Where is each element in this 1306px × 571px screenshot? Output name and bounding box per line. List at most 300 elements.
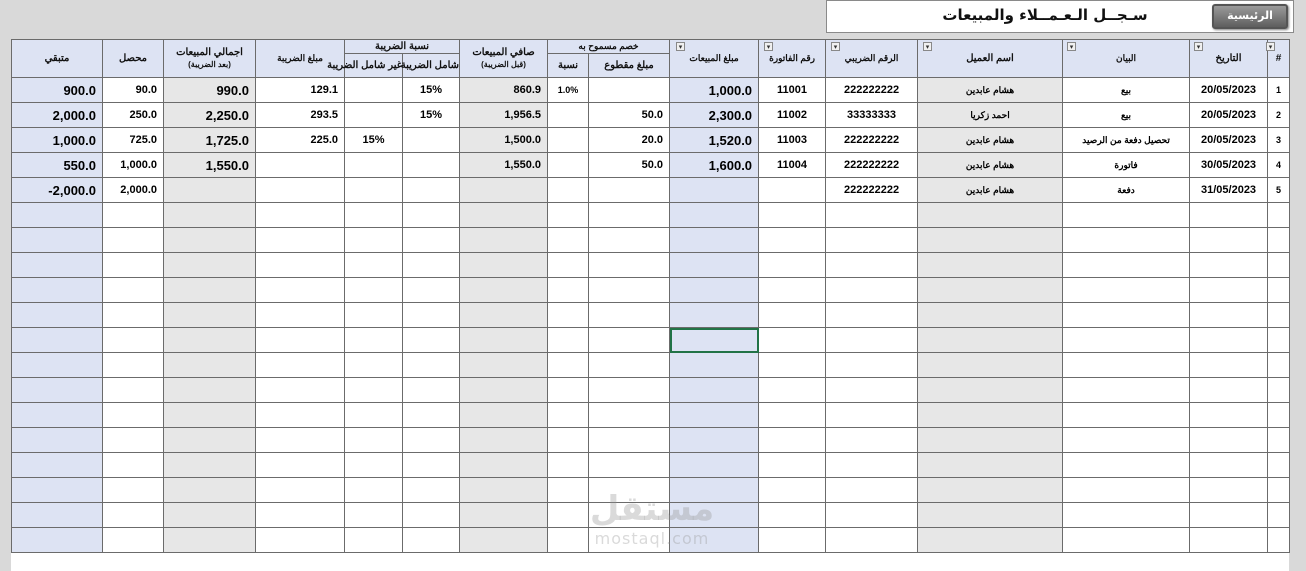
cell-tax-incl[interactable] bbox=[403, 178, 460, 203]
cell-collected[interactable] bbox=[103, 453, 164, 478]
cell-sales[interactable] bbox=[670, 453, 759, 478]
cell-num[interactable]: 5 bbox=[1268, 178, 1290, 203]
header-tax-incl[interactable]: شامل الضريبة bbox=[403, 54, 460, 78]
cell-net[interactable]: 1,550.0 bbox=[460, 153, 548, 178]
cell-disc-pct[interactable] bbox=[548, 503, 589, 528]
cell-invoice[interactable]: 11002 bbox=[759, 103, 826, 128]
cell-net[interactable]: 860.9 bbox=[460, 78, 548, 103]
cell-remaining[interactable]: 550.0 bbox=[12, 153, 103, 178]
cell-net[interactable] bbox=[460, 453, 548, 478]
cell-client[interactable] bbox=[918, 503, 1063, 528]
cell-tax-incl[interactable] bbox=[403, 428, 460, 453]
cell-tax-id[interactable] bbox=[826, 203, 918, 228]
cell-tax-id[interactable] bbox=[826, 503, 918, 528]
cell-statement[interactable] bbox=[1063, 403, 1190, 428]
cell-tax-amt[interactable] bbox=[256, 428, 345, 453]
cell-statement[interactable]: فاتورة bbox=[1063, 153, 1190, 178]
cell-num[interactable] bbox=[1268, 353, 1290, 378]
cell-disc-amt[interactable]: 20.0 bbox=[589, 128, 670, 153]
header-collected[interactable]: محصل bbox=[103, 40, 164, 78]
cell-statement[interactable] bbox=[1063, 278, 1190, 303]
cell-date[interactable]: 20/05/2023 bbox=[1190, 128, 1268, 153]
cell-tax-amt[interactable] bbox=[256, 153, 345, 178]
cell-tax-incl[interactable] bbox=[403, 353, 460, 378]
cell-tax-excl[interactable] bbox=[345, 503, 403, 528]
cell-tax-excl[interactable] bbox=[345, 178, 403, 203]
cell-net[interactable] bbox=[460, 478, 548, 503]
cell-date[interactable]: 20/05/2023 bbox=[1190, 78, 1268, 103]
cell-sales[interactable] bbox=[670, 178, 759, 203]
cell-date[interactable] bbox=[1190, 303, 1268, 328]
cell-client[interactable] bbox=[918, 378, 1063, 403]
cell-collected[interactable] bbox=[103, 403, 164, 428]
cell-date[interactable] bbox=[1190, 378, 1268, 403]
cell-client[interactable] bbox=[918, 353, 1063, 378]
cell-invoice[interactable] bbox=[759, 453, 826, 478]
cell-disc-amt[interactable] bbox=[589, 228, 670, 253]
cell-remaining[interactable] bbox=[12, 303, 103, 328]
cell-total[interactable] bbox=[164, 253, 256, 278]
cell-tax-excl[interactable] bbox=[345, 228, 403, 253]
cell-tax-id[interactable] bbox=[826, 278, 918, 303]
cell-statement[interactable] bbox=[1063, 253, 1190, 278]
cell-tax-incl[interactable] bbox=[403, 403, 460, 428]
cell-invoice[interactable] bbox=[759, 528, 826, 553]
cell-collected[interactable] bbox=[103, 278, 164, 303]
cell-invoice[interactable]: 11003 bbox=[759, 128, 826, 153]
cell-tax-excl[interactable] bbox=[345, 253, 403, 278]
cell-tax-excl[interactable] bbox=[345, 528, 403, 553]
cell-total[interactable]: 2,250.0 bbox=[164, 103, 256, 128]
cell-tax-incl[interactable] bbox=[403, 128, 460, 153]
cell-disc-pct[interactable] bbox=[548, 478, 589, 503]
cell-date[interactable]: 31/05/2023 bbox=[1190, 178, 1268, 203]
cell-disc-amt[interactable] bbox=[589, 328, 670, 353]
cell-disc-pct[interactable] bbox=[548, 528, 589, 553]
cell-invoice[interactable] bbox=[759, 328, 826, 353]
cell-tax-excl[interactable] bbox=[345, 203, 403, 228]
cell-statement[interactable] bbox=[1063, 378, 1190, 403]
cell-collected[interactable] bbox=[103, 253, 164, 278]
cell-net[interactable] bbox=[460, 403, 548, 428]
cell-disc-amt[interactable] bbox=[589, 178, 670, 203]
cell-invoice[interactable] bbox=[759, 228, 826, 253]
cell-net[interactable]: 1,956.5 bbox=[460, 103, 548, 128]
cell-disc-pct[interactable] bbox=[548, 203, 589, 228]
cell-date[interactable] bbox=[1190, 253, 1268, 278]
cell-date[interactable] bbox=[1190, 403, 1268, 428]
cell-remaining[interactable]: 2,000.0 bbox=[12, 103, 103, 128]
cell-disc-amt[interactable] bbox=[589, 528, 670, 553]
cell-tax-excl[interactable] bbox=[345, 328, 403, 353]
cell-tax-amt[interactable] bbox=[256, 403, 345, 428]
cell-sales[interactable] bbox=[670, 403, 759, 428]
cell-net[interactable] bbox=[460, 328, 548, 353]
cell-collected[interactable]: 90.0 bbox=[103, 78, 164, 103]
cell-disc-pct[interactable] bbox=[548, 278, 589, 303]
filter-num-dropdown-icon[interactable]: ▾ bbox=[1266, 42, 1275, 51]
cell-client[interactable] bbox=[918, 328, 1063, 353]
cell-sales[interactable] bbox=[670, 278, 759, 303]
cell-tax-excl[interactable] bbox=[345, 303, 403, 328]
cell-remaining[interactable] bbox=[12, 353, 103, 378]
cell-tax-incl[interactable]: 15% bbox=[403, 78, 460, 103]
cell-total[interactable] bbox=[164, 403, 256, 428]
cell-tax-excl[interactable] bbox=[345, 353, 403, 378]
cell-remaining[interactable] bbox=[12, 453, 103, 478]
cell-net[interactable] bbox=[460, 353, 548, 378]
cell-num[interactable] bbox=[1268, 478, 1290, 503]
header-client[interactable]: اسم العميل bbox=[918, 40, 1063, 78]
cell-collected[interactable]: 250.0 bbox=[103, 103, 164, 128]
cell-num[interactable] bbox=[1268, 203, 1290, 228]
cell-disc-pct[interactable] bbox=[548, 103, 589, 128]
cell-tax-amt[interactable] bbox=[256, 453, 345, 478]
cell-tax-amt[interactable] bbox=[256, 328, 345, 353]
cell-collected[interactable] bbox=[103, 353, 164, 378]
cell-disc-amt[interactable] bbox=[589, 428, 670, 453]
cell-num[interactable] bbox=[1268, 403, 1290, 428]
cell-statement[interactable] bbox=[1063, 228, 1190, 253]
cell-sales[interactable]: 1,000.0 bbox=[670, 78, 759, 103]
cell-statement[interactable] bbox=[1063, 353, 1190, 378]
cell-client[interactable] bbox=[918, 303, 1063, 328]
cell-sales[interactable]: 2,300.0 bbox=[670, 103, 759, 128]
cell-total[interactable] bbox=[164, 203, 256, 228]
cell-sales[interactable] bbox=[670, 228, 759, 253]
header-total-sales[interactable] bbox=[164, 40, 256, 78]
header-discount-group[interactable]: خصم مسموح به bbox=[548, 40, 670, 54]
cell-num[interactable] bbox=[1268, 303, 1290, 328]
cell-net[interactable] bbox=[460, 378, 548, 403]
cell-tax-id[interactable]: 33333333 bbox=[826, 103, 918, 128]
cell-disc-pct[interactable] bbox=[548, 128, 589, 153]
cell-num[interactable] bbox=[1268, 428, 1290, 453]
cell-disc-amt[interactable] bbox=[589, 503, 670, 528]
cell-sales[interactable] bbox=[670, 503, 759, 528]
cell-tax-amt[interactable]: 129.1 bbox=[256, 78, 345, 103]
cell-tax-amt[interactable] bbox=[256, 253, 345, 278]
cell-sales[interactable] bbox=[670, 378, 759, 403]
cell-num[interactable] bbox=[1268, 453, 1290, 478]
cell-tax-incl[interactable] bbox=[403, 303, 460, 328]
cell-collected[interactable]: 725.0 bbox=[103, 128, 164, 153]
cell-invoice[interactable] bbox=[759, 353, 826, 378]
cell-remaining[interactable] bbox=[12, 253, 103, 278]
cell-sales[interactable] bbox=[670, 253, 759, 278]
cell-total[interactable] bbox=[164, 378, 256, 403]
cell-remaining[interactable] bbox=[12, 378, 103, 403]
cell-tax-id[interactable] bbox=[826, 228, 918, 253]
cell-invoice[interactable] bbox=[759, 503, 826, 528]
cell-client[interactable]: احمد زكريا bbox=[918, 103, 1063, 128]
filter-invoice-dropdown-icon[interactable]: ▾ bbox=[764, 42, 773, 51]
cell-tax-excl[interactable] bbox=[345, 78, 403, 103]
cell-remaining[interactable] bbox=[12, 403, 103, 428]
cell-remaining[interactable] bbox=[12, 278, 103, 303]
cell-client[interactable] bbox=[918, 253, 1063, 278]
cell-disc-amt[interactable] bbox=[589, 378, 670, 403]
cell-collected[interactable] bbox=[103, 203, 164, 228]
cell-statement[interactable]: دفعة bbox=[1063, 178, 1190, 203]
cell-statement[interactable] bbox=[1063, 503, 1190, 528]
cell-net[interactable] bbox=[460, 503, 548, 528]
cell-total[interactable] bbox=[164, 353, 256, 378]
header-discount-pct[interactable]: نسبة bbox=[548, 54, 589, 78]
cell-tax-excl[interactable] bbox=[345, 428, 403, 453]
cell-tax-id[interactable] bbox=[826, 328, 918, 353]
cell-tax-excl[interactable] bbox=[345, 153, 403, 178]
cell-total[interactable]: 1,550.0 bbox=[164, 153, 256, 178]
cell-client[interactable] bbox=[918, 228, 1063, 253]
header-discount-amount[interactable]: مبلغ مقطوع bbox=[589, 54, 670, 78]
cell-tax-amt[interactable] bbox=[256, 228, 345, 253]
cell-collected[interactable] bbox=[103, 503, 164, 528]
cell-disc-pct[interactable] bbox=[548, 153, 589, 178]
cell-tax-amt[interactable] bbox=[256, 528, 345, 553]
cell-date[interactable] bbox=[1190, 478, 1268, 503]
cell-disc-amt[interactable] bbox=[589, 403, 670, 428]
cell-disc-amt[interactable]: 50.0 bbox=[589, 103, 670, 128]
cell-sales[interactable] bbox=[670, 353, 759, 378]
cell-collected[interactable] bbox=[103, 328, 164, 353]
cell-statement[interactable] bbox=[1063, 528, 1190, 553]
cell-sales[interactable] bbox=[670, 528, 759, 553]
cell-client[interactable]: هشام عابدين bbox=[918, 178, 1063, 203]
cell-num[interactable] bbox=[1268, 378, 1290, 403]
cell-tax-incl[interactable] bbox=[403, 203, 460, 228]
cell-statement[interactable]: تحصيل دفعة من الرصيد bbox=[1063, 128, 1190, 153]
cell-invoice[interactable] bbox=[759, 178, 826, 203]
cell-total[interactable] bbox=[164, 428, 256, 453]
cell-statement[interactable] bbox=[1063, 203, 1190, 228]
cell-client[interactable] bbox=[918, 453, 1063, 478]
cell-client[interactable]: هشام عابدين bbox=[918, 128, 1063, 153]
cell-tax-id[interactable] bbox=[826, 403, 918, 428]
cell-disc-amt[interactable] bbox=[589, 453, 670, 478]
cell-num[interactable]: 3 bbox=[1268, 128, 1290, 153]
cell-disc-pct[interactable] bbox=[548, 178, 589, 203]
cell-tax-amt[interactable] bbox=[256, 303, 345, 328]
cell-sales[interactable]: 1,520.0 bbox=[670, 128, 759, 153]
cell-disc-amt[interactable] bbox=[589, 353, 670, 378]
cell-collected[interactable] bbox=[103, 428, 164, 453]
cell-collected[interactable]: 2,000.0 bbox=[103, 178, 164, 203]
cell-tax-incl[interactable] bbox=[403, 278, 460, 303]
cell-tax-incl[interactable] bbox=[403, 453, 460, 478]
cell-statement[interactable] bbox=[1063, 303, 1190, 328]
cell-total[interactable] bbox=[164, 453, 256, 478]
cell-tax-excl[interactable] bbox=[345, 453, 403, 478]
cell-num[interactable] bbox=[1268, 328, 1290, 353]
cell-tax-excl[interactable] bbox=[345, 478, 403, 503]
cell-disc-pct[interactable] bbox=[548, 403, 589, 428]
cell-client[interactable]: هشام عابدين bbox=[918, 78, 1063, 103]
cell-client[interactable] bbox=[918, 528, 1063, 553]
cell-remaining[interactable]: 1,000.0 bbox=[12, 128, 103, 153]
cell-remaining[interactable] bbox=[12, 228, 103, 253]
cell-remaining[interactable]: -2,000.0 bbox=[12, 178, 103, 203]
cell-num[interactable] bbox=[1268, 528, 1290, 553]
cell-num[interactable] bbox=[1268, 278, 1290, 303]
cell-net[interactable] bbox=[460, 428, 548, 453]
cell-tax-id[interactable]: 222222222 bbox=[826, 153, 918, 178]
cell-total[interactable]: 1,725.0 bbox=[164, 128, 256, 153]
cell-num[interactable]: 2 bbox=[1268, 103, 1290, 128]
cell-disc-amt[interactable] bbox=[589, 78, 670, 103]
header-tax-rate-group[interactable]: نسبة الضريبة bbox=[345, 40, 460, 54]
cell-remaining[interactable]: 900.0 bbox=[12, 78, 103, 103]
cell-date[interactable] bbox=[1190, 453, 1268, 478]
cell-tax-amt[interactable] bbox=[256, 378, 345, 403]
cell-disc-pct[interactable] bbox=[548, 453, 589, 478]
cell-client[interactable] bbox=[918, 403, 1063, 428]
cell-tax-id[interactable] bbox=[826, 253, 918, 278]
cell-invoice[interactable] bbox=[759, 203, 826, 228]
header-num[interactable]: # bbox=[1268, 40, 1290, 78]
cell-client[interactable] bbox=[918, 203, 1063, 228]
cell-remaining[interactable] bbox=[12, 328, 103, 353]
header-sales-amount[interactable]: مبلغ المبيعات bbox=[670, 40, 759, 78]
cell-sales[interactable] bbox=[670, 203, 759, 228]
cell-tax-amt[interactable] bbox=[256, 278, 345, 303]
filter-client-dropdown-icon[interactable]: ▾ bbox=[923, 42, 932, 51]
cell-tax-id[interactable] bbox=[826, 303, 918, 328]
cell-remaining[interactable] bbox=[12, 428, 103, 453]
cell-client[interactable] bbox=[918, 428, 1063, 453]
cell-disc-pct[interactable]: 1.0% bbox=[548, 78, 589, 103]
header-statement[interactable]: البيان bbox=[1063, 40, 1190, 78]
cell-tax-incl[interactable] bbox=[403, 528, 460, 553]
cell-tax-id[interactable]: 222222222 bbox=[826, 78, 918, 103]
cell-tax-excl[interactable] bbox=[345, 403, 403, 428]
cell-tax-id[interactable] bbox=[826, 453, 918, 478]
cell-date[interactable] bbox=[1190, 203, 1268, 228]
cell-total[interactable] bbox=[164, 278, 256, 303]
cell-statement[interactable] bbox=[1063, 478, 1190, 503]
cell-invoice[interactable] bbox=[759, 378, 826, 403]
cell-disc-pct[interactable] bbox=[548, 303, 589, 328]
cell-tax-amt[interactable]: 293.5 bbox=[256, 103, 345, 128]
cell-tax-amt[interactable] bbox=[256, 178, 345, 203]
cell-remaining[interactable] bbox=[12, 478, 103, 503]
cell-tax-amt[interactable]: 225.0 bbox=[256, 128, 345, 153]
cell-invoice[interactable]: 11004 bbox=[759, 153, 826, 178]
cell-disc-pct[interactable] bbox=[548, 378, 589, 403]
cell-invoice[interactable] bbox=[759, 428, 826, 453]
cell-disc-pct[interactable] bbox=[548, 253, 589, 278]
cell-invoice[interactable]: 11001 bbox=[759, 78, 826, 103]
header-net-sales[interactable] bbox=[460, 40, 548, 78]
cell-total[interactable] bbox=[164, 303, 256, 328]
cell-tax-incl[interactable]: 15% bbox=[403, 103, 460, 128]
cell-tax-incl[interactable] bbox=[403, 328, 460, 353]
cell-total[interactable]: 990.0 bbox=[164, 78, 256, 103]
cell-disc-amt[interactable] bbox=[589, 253, 670, 278]
cell-statement[interactable] bbox=[1063, 328, 1190, 353]
cell-tax-id[interactable] bbox=[826, 378, 918, 403]
cell-tax-excl[interactable] bbox=[345, 103, 403, 128]
cell-disc-pct[interactable] bbox=[548, 428, 589, 453]
cell-total[interactable] bbox=[164, 228, 256, 253]
cell-date[interactable] bbox=[1190, 353, 1268, 378]
cell-total[interactable] bbox=[164, 178, 256, 203]
cell-disc-amt[interactable] bbox=[589, 478, 670, 503]
cell-tax-id[interactable]: 222222222 bbox=[826, 178, 918, 203]
header-remaining[interactable]: متبقي bbox=[12, 40, 103, 78]
cell-net[interactable]: 1,500.0 bbox=[460, 128, 548, 153]
cell-tax-id[interactable]: 222222222 bbox=[826, 128, 918, 153]
cell-remaining[interactable] bbox=[12, 528, 103, 553]
cell-date[interactable] bbox=[1190, 278, 1268, 303]
cell-net[interactable] bbox=[460, 303, 548, 328]
cell-invoice[interactable] bbox=[759, 303, 826, 328]
cell-collected[interactable] bbox=[103, 378, 164, 403]
cell-net[interactable] bbox=[460, 203, 548, 228]
cell-disc-pct[interactable] bbox=[548, 353, 589, 378]
cell-tax-id[interactable] bbox=[826, 528, 918, 553]
cell-tax-incl[interactable] bbox=[403, 228, 460, 253]
cell-invoice[interactable] bbox=[759, 253, 826, 278]
cell-net[interactable] bbox=[460, 278, 548, 303]
cell-disc-amt[interactable]: 50.0 bbox=[589, 153, 670, 178]
header-tax-excl[interactable]: غير شامل الضريبة bbox=[345, 54, 403, 78]
filter-date-dropdown-icon[interactable]: ▾ bbox=[1194, 42, 1203, 51]
cell-date[interactable]: 30/05/2023 bbox=[1190, 153, 1268, 178]
header-tax-id[interactable]: الرقم الضريبي bbox=[826, 40, 918, 78]
cell-total[interactable] bbox=[164, 528, 256, 553]
cell-client[interactable] bbox=[918, 278, 1063, 303]
cell-sales[interactable] bbox=[670, 328, 759, 353]
cell-num[interactable] bbox=[1268, 503, 1290, 528]
cell-client[interactable]: هشام عابدين bbox=[918, 153, 1063, 178]
cell-collected[interactable] bbox=[103, 528, 164, 553]
cell-sales[interactable] bbox=[670, 303, 759, 328]
cell-tax-amt[interactable] bbox=[256, 478, 345, 503]
cell-num[interactable]: 4 bbox=[1268, 153, 1290, 178]
cell-statement[interactable]: بيع bbox=[1063, 78, 1190, 103]
cell-disc-amt[interactable] bbox=[589, 278, 670, 303]
cell-tax-amt[interactable] bbox=[256, 203, 345, 228]
cell-statement[interactable] bbox=[1063, 453, 1190, 478]
cell-tax-incl[interactable] bbox=[403, 153, 460, 178]
cell-tax-incl[interactable] bbox=[403, 378, 460, 403]
cell-date[interactable] bbox=[1190, 528, 1268, 553]
cell-sales[interactable]: 1,600.0 bbox=[670, 153, 759, 178]
cell-net[interactable] bbox=[460, 178, 548, 203]
cell-disc-pct[interactable] bbox=[548, 328, 589, 353]
cell-tax-excl[interactable] bbox=[345, 278, 403, 303]
cell-date[interactable] bbox=[1190, 228, 1268, 253]
cell-tax-id[interactable] bbox=[826, 428, 918, 453]
cell-invoice[interactable] bbox=[759, 478, 826, 503]
cell-date[interactable] bbox=[1190, 503, 1268, 528]
cell-remaining[interactable] bbox=[12, 203, 103, 228]
cell-net[interactable] bbox=[460, 228, 548, 253]
cell-collected[interactable] bbox=[103, 478, 164, 503]
cell-tax-incl[interactable] bbox=[403, 253, 460, 278]
cell-invoice[interactable] bbox=[759, 278, 826, 303]
cell-tax-incl[interactable] bbox=[403, 478, 460, 503]
header-tax-amount[interactable]: مبلغ الضريبة bbox=[256, 40, 345, 78]
cell-statement[interactable]: بيع bbox=[1063, 103, 1190, 128]
cell-client[interactable] bbox=[918, 478, 1063, 503]
cell-disc-pct[interactable] bbox=[548, 228, 589, 253]
cell-net[interactable] bbox=[460, 253, 548, 278]
cell-date[interactable] bbox=[1190, 428, 1268, 453]
cell-statement[interactable] bbox=[1063, 428, 1190, 453]
header-date[interactable]: التاريخ bbox=[1190, 40, 1268, 78]
